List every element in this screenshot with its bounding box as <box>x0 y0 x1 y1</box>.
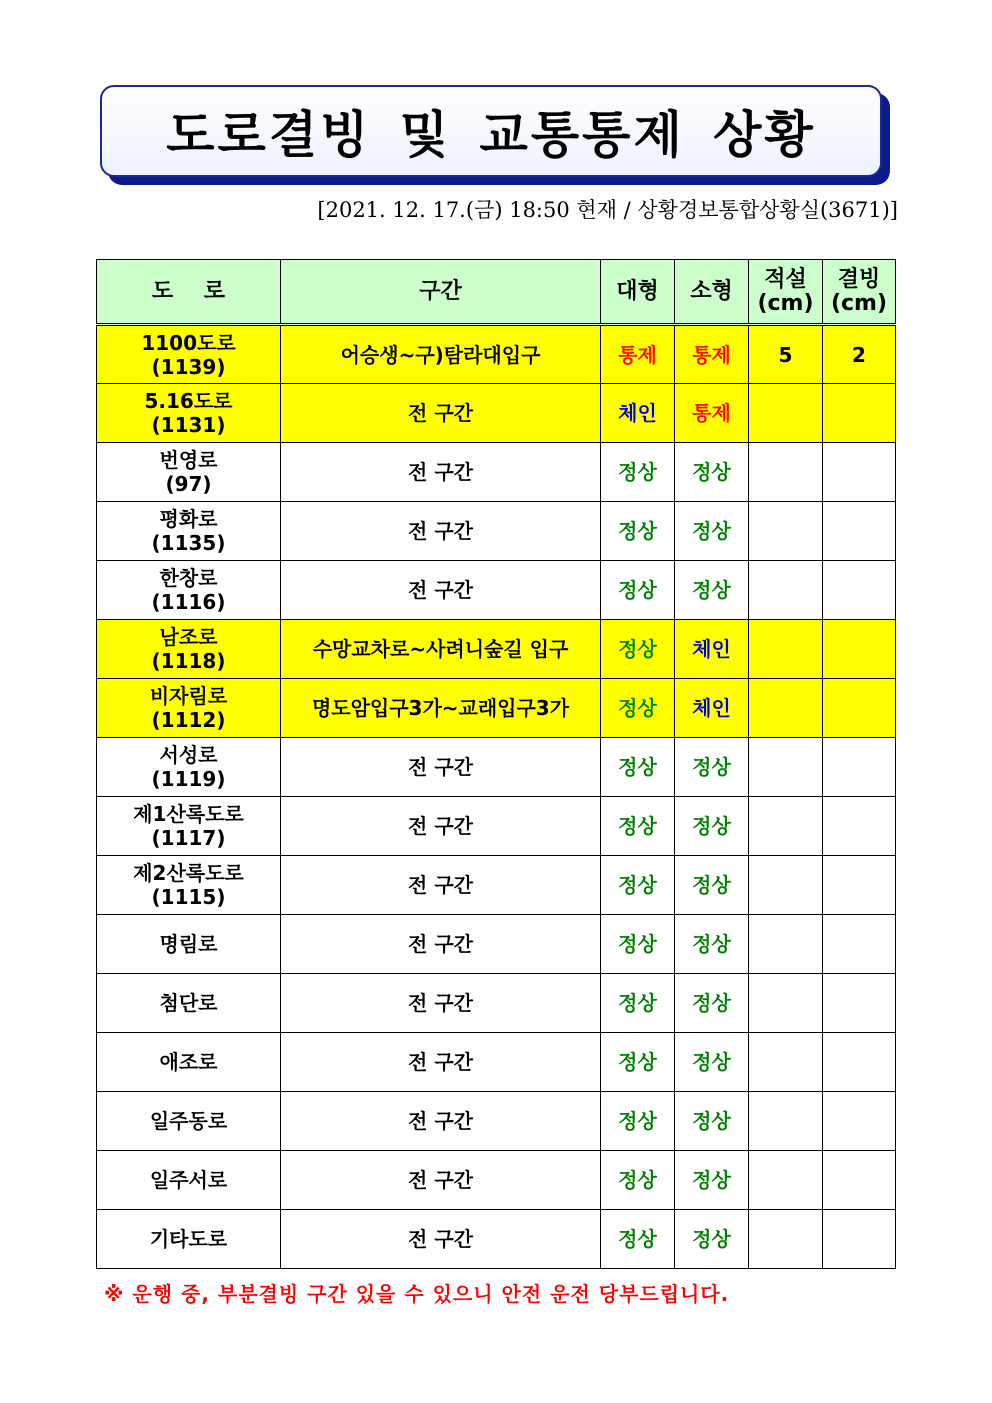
small-vehicle-status: 정상 <box>675 561 749 620</box>
road-code: (1115) <box>151 885 226 909</box>
small-vehicle-status: 정상 <box>675 502 749 561</box>
road-name: 일주동로 <box>149 1109 228 1133</box>
table-row <box>97 856 896 915</box>
road-code: (1119) <box>151 767 226 791</box>
snow-depth-cell <box>749 1033 823 1092</box>
road-name: 일주서로 <box>149 1168 228 1192</box>
road-cell <box>97 502 281 561</box>
section-cell: 전 구간 <box>281 502 601 561</box>
section-cell: 전 구간 <box>281 1092 601 1151</box>
snow-depth-cell <box>749 856 823 915</box>
large-vehicle-status: 정상 <box>601 561 675 620</box>
road-cell <box>97 325 281 384</box>
section-cell: 수망교차로~사려니숲길 입구 <box>281 620 601 679</box>
road-code: (1139) <box>151 354 226 379</box>
road-cell <box>97 384 281 443</box>
snow-depth-cell <box>749 974 823 1033</box>
road-cell <box>97 561 281 620</box>
road-name: 평화로 <box>159 507 218 531</box>
table-row <box>97 679 896 738</box>
small-vehicle-status: 정상 <box>675 443 749 502</box>
road-cell <box>97 1092 281 1151</box>
table-row <box>97 325 896 384</box>
header-road: 도 로 <box>97 260 281 325</box>
header-large-vehicle: 대형 <box>601 260 675 325</box>
snow-depth-cell <box>749 679 823 738</box>
snow-depth-cell <box>749 443 823 502</box>
table-row <box>97 915 896 974</box>
section-cell: 전 구간 <box>281 1033 601 1092</box>
small-vehicle-status: 정상 <box>675 797 749 856</box>
large-vehicle-status: 정상 <box>601 915 675 974</box>
ice-depth-cell <box>823 974 896 1033</box>
snow-depth-cell <box>749 384 823 443</box>
road-code: (1118) <box>151 649 226 673</box>
snow-depth-cell: 5 <box>749 325 823 384</box>
road-cell <box>97 1033 281 1092</box>
ice-depth-cell <box>823 1151 896 1210</box>
header-section: 구간 <box>281 260 601 325</box>
snow-depth-cell <box>749 620 823 679</box>
road-cell <box>97 1151 281 1210</box>
section-cell: 전 구간 <box>281 974 601 1033</box>
large-vehicle-status: 정상 <box>601 738 675 797</box>
snow-depth-cell <box>749 1092 823 1151</box>
large-vehicle-status: 정상 <box>601 1210 675 1269</box>
ice-depth-cell <box>823 620 896 679</box>
small-vehicle-status: 정상 <box>675 738 749 797</box>
road-code: (1135) <box>151 531 226 555</box>
road-name: 첨단로 <box>159 991 218 1015</box>
small-vehicle-status: 체인 <box>675 620 749 679</box>
table-row <box>97 620 896 679</box>
road-cell <box>97 1210 281 1269</box>
large-vehicle-status: 정상 <box>601 1092 675 1151</box>
small-vehicle-status: 정상 <box>675 1210 749 1269</box>
section-cell: 전 구간 <box>281 443 601 502</box>
ice-depth-cell <box>823 561 896 620</box>
large-vehicle-status: 정상 <box>601 443 675 502</box>
snow-depth-cell <box>749 1210 823 1269</box>
report-timestamp: [2021. 12. 17.(금) 18:50 현재 / 상황경보통합상황실(3671)] <box>317 198 898 222</box>
section-cell: 명도암입구3가~교래입구3가 <box>281 679 601 738</box>
road-name: 기타도로 <box>149 1227 228 1251</box>
table-row <box>97 443 896 502</box>
road-cell <box>97 443 281 502</box>
table-header-row <box>97 260 896 325</box>
page-title: 도로결빙 및 교통통제 상황 <box>100 85 882 177</box>
large-vehicle-status: 정상 <box>601 974 675 1033</box>
ice-depth-cell <box>823 797 896 856</box>
road-name: 비자림로 <box>149 684 228 708</box>
snow-depth-cell <box>749 738 823 797</box>
large-vehicle-status: 정상 <box>601 1033 675 1092</box>
ice-depth-cell <box>823 1092 896 1151</box>
small-vehicle-status: 정상 <box>675 1092 749 1151</box>
table-row <box>97 1033 896 1092</box>
ice-depth-cell <box>823 443 896 502</box>
ice-depth-cell <box>823 1033 896 1092</box>
header-small-vehicle: 소형 <box>675 260 749 325</box>
small-vehicle-status: 체인 <box>675 679 749 738</box>
snow-depth-cell <box>749 915 823 974</box>
ice-depth-cell <box>823 738 896 797</box>
header-ice-depth: 결빙 (cm) <box>823 260 896 325</box>
ice-depth-cell <box>823 915 896 974</box>
small-vehicle-status: 통제 <box>675 384 749 443</box>
large-vehicle-status: 체인 <box>601 384 675 443</box>
header-snow-depth: 적설 (cm) <box>749 260 823 325</box>
large-vehicle-status: 정상 <box>601 856 675 915</box>
safety-notice: ※ 운행 중, 부분결빙 구간 있을 수 있으니 안전 운전 당부드립니다. <box>104 1282 730 1306</box>
section-cell: 전 구간 <box>281 561 601 620</box>
snow-depth-cell <box>749 502 823 561</box>
road-code: (1117) <box>151 826 226 850</box>
small-vehicle-status: 통제 <box>675 325 749 384</box>
section-cell: 전 구간 <box>281 738 601 797</box>
table-row <box>97 797 896 856</box>
small-vehicle-status: 정상 <box>675 1151 749 1210</box>
table-row <box>97 974 896 1033</box>
road-name: 한창로 <box>159 566 218 590</box>
section-cell: 전 구간 <box>281 915 601 974</box>
ice-depth-cell <box>823 856 896 915</box>
table-row <box>97 561 896 620</box>
large-vehicle-status: 정상 <box>601 679 675 738</box>
large-vehicle-status: 통제 <box>601 325 675 384</box>
table-row <box>97 738 896 797</box>
road-code: (1116) <box>151 590 226 614</box>
road-cell <box>97 679 281 738</box>
road-cell <box>97 974 281 1033</box>
section-cell: 전 구간 <box>281 1151 601 1210</box>
road-cell <box>97 797 281 856</box>
road-cell <box>97 856 281 915</box>
section-cell: 전 구간 <box>281 856 601 915</box>
road-cell <box>97 738 281 797</box>
section-cell: 전 구간 <box>281 1210 601 1269</box>
ice-depth-cell <box>823 679 896 738</box>
road-cell <box>97 915 281 974</box>
snow-depth-cell <box>749 797 823 856</box>
road-cell <box>97 620 281 679</box>
title-banner <box>100 85 882 177</box>
snow-depth-cell <box>749 561 823 620</box>
ice-depth-cell <box>823 384 896 443</box>
large-vehicle-status: 정상 <box>601 502 675 561</box>
small-vehicle-status: 정상 <box>675 1033 749 1092</box>
road-name: 서성로 <box>159 743 218 767</box>
large-vehicle-status: 정상 <box>601 620 675 679</box>
road-status-table <box>96 259 896 1269</box>
table-row <box>97 384 896 443</box>
road-name: 남조로 <box>159 625 218 649</box>
small-vehicle-status: 정상 <box>675 915 749 974</box>
road-name: 번영로 <box>159 448 218 472</box>
section-cell: 전 구간 <box>281 384 601 443</box>
table-row <box>97 1151 896 1210</box>
road-code: (1112) <box>151 708 226 732</box>
road-name: 1100도로 <box>141 330 236 355</box>
section-cell: 어승생~구)탐라대입구 <box>281 325 601 384</box>
section-cell: 전 구간 <box>281 797 601 856</box>
road-code: (1131) <box>151 413 226 437</box>
road-name: 제2산록도로 <box>133 861 244 885</box>
snow-depth-cell <box>749 1151 823 1210</box>
ice-depth-cell <box>823 1210 896 1269</box>
ice-depth-cell <box>823 502 896 561</box>
small-vehicle-status: 정상 <box>675 974 749 1033</box>
road-name: 5.16도로 <box>144 389 233 413</box>
road-code: (97) <box>165 472 212 496</box>
table-row <box>97 1210 896 1269</box>
ice-depth-cell: 2 <box>823 325 896 384</box>
small-vehicle-status: 정상 <box>675 856 749 915</box>
large-vehicle-status: 정상 <box>601 797 675 856</box>
large-vehicle-status: 정상 <box>601 1151 675 1210</box>
road-name: 제1산록도로 <box>133 802 244 826</box>
table-row <box>97 502 896 561</box>
road-name: 애조로 <box>159 1050 218 1074</box>
road-name: 명림로 <box>159 932 218 956</box>
table-row <box>97 1092 896 1151</box>
